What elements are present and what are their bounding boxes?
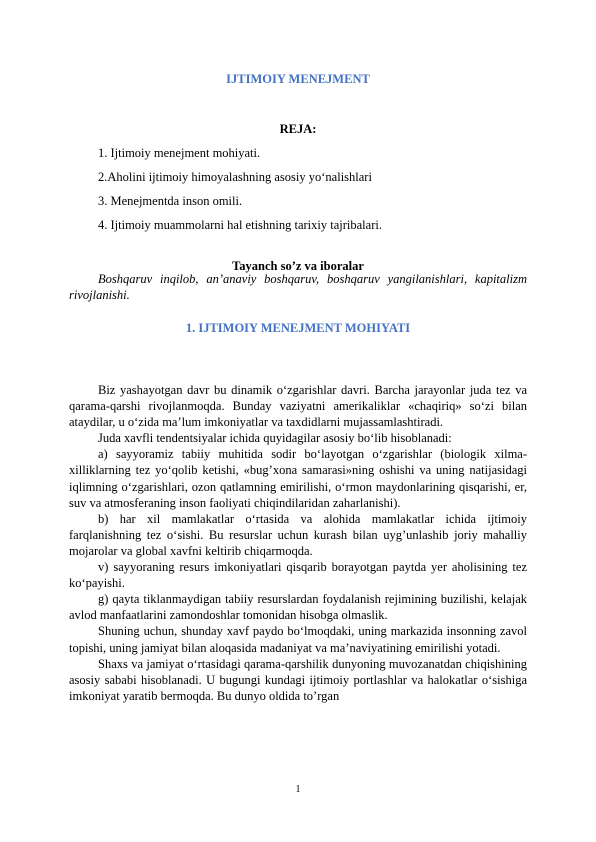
plan-item: 1. Ijtimoiy menejment mohiyati. [98, 146, 261, 160]
keywords-block [69, 271, 527, 303]
section-title: 1. IJTIMOIY MENEJMENT MOHIYATI [185, 321, 411, 335]
body-text [69, 382, 527, 704]
paragraph: Juda xavfli tendentsiyalar ichida quyidagilar asosiy bo‘lib hisoblanadi: [98, 431, 452, 446]
paragraph: a) sayyoramiz tabiiy muhitida sodir bo‘layotgan o‘zgarishlar (biologik xilma-xilliklarning tez yo‘qolib ketishi, «bug’xona samarasi»ning oshishi va uning natijasidagi iqlimning o‘zgarishlari, ozon qatlamning emirilishi, o‘rmon maydonlarining qisqarishi, er, suv va atmosferaning inson faoliyati chiqindilaridan zaharlanishi). [69, 447, 527, 510]
paragraph: g) qayta tiklanmaydigan tabiiy resurslardan foydalanish rejimining buzilishi, kelajak avlod manfaatlarini zamondoshlar tomonidan hisobga olmaslik. [69, 592, 527, 623]
paragraph: b) har xil mamlakatlar o‘rtasida va alohida mamlakatlar ichida ijtimoiy farqlanishning tez o‘sishi. Bu resurslar uchun kurash bilan uyg’unlashib joriy mahalliy mojarolar va global xavfni keltirib chiqarmoqda. [69, 511, 527, 558]
paragraph: Shaxs va jamiyat o‘rtasidagi qarama-qarshilik dunyoning muvozanatdan chiqishining asosiy sababi hisoblanadi. U bugungi kundagi ijtimoiy portlashlar va halokatlar o‘sishiga imkoniyat yaratib bermoqda. Bu dunyo oldida to’rgan [69, 656, 527, 703]
keywords-text: Boshqaruv inqilob, an’anaviy boshqaruv, boshqaruv yangilanishlari, kapitalizm rivojlanishi. [69, 272, 527, 303]
paragraph: v) sayyoraning resurs imkoniyatlari qisqarib borayotgan paytda yer aholisining tez ko‘payishi. [69, 560, 527, 591]
paragraph: Shuning uchun, shunday xavf paydo bo‘lmoqdaki, uning markazida insonning zavol topishi, uning jamiyat bilan aloqasida madaniyat va ma’naviyatining emirilishi yotadi. [69, 624, 527, 655]
keywords-heading: Tayanch so’z va iboralar [232, 259, 364, 273]
page-number: 1 [295, 784, 301, 795]
paragraph: Biz yashayotgan davr bu dinamik o‘zgarishlar davri. Barcha jarayonlar juda tez va qarama-qarshi rivojlanmoqda. Bunday vaziyatni amerikaliklar «chaqiriq» so‘zi bilan ataydilar, u o‘zida ma’lum imkoniyatlar va taxdidlarni mujassamlashtiradi. [69, 383, 527, 430]
plan-item: 4. Ijtimoiy muammolarni hal etishning tarixiy tajribalari. [98, 218, 382, 232]
document-title: IJTIMOIY MENEJMENT [226, 72, 370, 86]
plan-item: 3. Menejmentda inson omili. [98, 194, 243, 208]
plan-heading: REJA: [279, 122, 317, 136]
plan-item: 2.Aholini ijtimoiy himoyalashning asosiy yo‘nalishlari [98, 170, 372, 184]
